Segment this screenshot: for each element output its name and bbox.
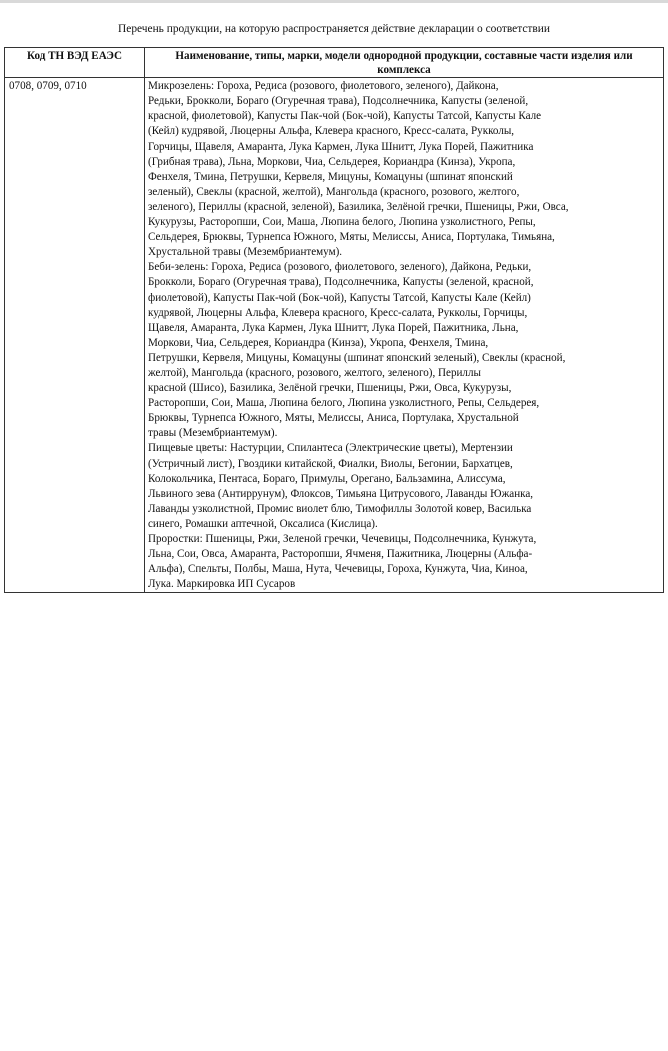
code-cell: 0708, 0709, 0710 [5, 78, 145, 593]
product-line: Кукурузы, Расторопши, Сои, Маша, Люпина белого, Люпина узколистного, Репы, [148, 216, 536, 229]
product-line: Лаванды узколистной, Промис виолет блю, Тимофиллы Золотой ковер, Василька [148, 502, 532, 515]
product-line: Горчицы, Щавеля, Амаранта, Лука Кармен, Лука Шнитт, Лука Порей, Пажитника [148, 140, 534, 153]
product-line: Петрушки, Кервеля, Мицуны, Комацуны (шпинат японский зеленый), Свеклы (красной, [148, 351, 566, 364]
product-table [4, 47, 664, 593]
product-line: Фенхеля, Тмина, Петрушки, Кервеля, Мицуны, Комацуны (шпинат японский [148, 170, 513, 183]
product-line: Сельдерея, Брюквы, Турнепса Южного, Мяты, Мелиссы, Аниса, Портулака, Тимьяна, [148, 231, 555, 244]
product-line: Львиного зева (Антиррунум), Флоксов, Тимьяна Цитрусового, Лаванды Южанка, [148, 487, 534, 500]
product-line: Проростки: Пшеницы, Ржи, Зеленой гречки, Чечевицы, Подсолнечника, Кунжута, [148, 533, 537, 545]
product-line: Моркови, Чиа, Сельдерея, Кориандра (Кинза), Укропа, Фенхеля, Тмина, [148, 336, 489, 349]
table-row [5, 78, 664, 593]
product-line: Хрустальной травы (Мезембриантемум). [148, 246, 343, 259]
product-line: Лука. Маркировка ИП Сусаров [148, 578, 296, 591]
product-line: Микрозелень: Гороха, Редиса (розового, фиолетового, зеленого), Дайкона, [148, 80, 499, 93]
product-line: зеленый), Свеклы (красной, желтой), Мангольда (красного, розового, желтого, [148, 185, 520, 198]
product-names-cell [145, 78, 664, 593]
product-line: красной, фиолетовой), Капусты Пак-чой (Бок-чой), Капусты Татсой, Капусты Кале [148, 110, 542, 123]
top-border-line [0, 0, 668, 3]
product-line: фиолетовой), Капусты Пак-чой (Бок-чой), Капусты Татсой, Капусты Кале (Кейл) [148, 291, 531, 304]
product-line: (Кейл) кудрявой, Люцерны Альфа, Клевера красного, Кресс-салата, Рукколы, [148, 125, 515, 138]
header-code: Код ТН ВЭД ЕАЭС [5, 48, 145, 78]
product-line: Расторопши, Сои, Маша, Люпина белого, Люпина узколистного, Репы, Сельдерея, [148, 397, 540, 410]
product-line: Брюквы, Турнепса Южного, Мяты, Мелиссы, Аниса, Портулака, Хрустальной [148, 412, 519, 425]
document-title: Перечень продукции, на которую распространяется действие декларации о соответствии [118, 23, 550, 35]
product-line: (Устричный лист), Гвоздики китайской, Фиалки, Виолы, Бегонии, Бархатцев, [148, 457, 513, 470]
header-name: Наименование, типы, марки, модели однородной продукции, составные части изделия или комплекса [145, 48, 664, 78]
product-line: Льна, Сои, Овса, Амаранта, Расторопши, Ячменя, Пажитника, Люцерны (Альфа- [148, 548, 533, 561]
product-line: Щавеля, Амаранта, Лука Кармен, Лука Шнитт, Лука Порей, Пажитника, Льна, [148, 321, 519, 334]
product-line: Колокольчика, Пентаса, Бораго, Примулы, Орегано, Бальзамина, Алиссума, [148, 472, 506, 485]
product-line: красной (Шисо), Базилика, Зелёной гречки, Пшеницы, Ржи, Овса, Кукурузы, [148, 382, 512, 395]
product-line: Беби-зелень: Гороха, Редиса (розового, фиолетового, зеленого), Дайкона, Редьки, [148, 261, 532, 274]
product-line: Альфа), Спельты, Полбы, Маша, Нута, Чечевицы, Гороха, Кунжута, Чиа, Киноа, [148, 563, 528, 576]
product-line: травы (Мезембриантемум). [148, 427, 278, 440]
product-line: Редьки, Брокколи, Бораго (Огуречная трава), Подсолнечника, Капусты (зеленой, [148, 95, 529, 108]
product-line: Пищевые цветы: Настурции, Спилантеса (Электрические цветы), Мертензии [148, 442, 513, 455]
product-line: зеленого), Периллы (красной, зеленой), Базилика, Зелёной гречки, Пшеницы, Ржи, Овса, [148, 200, 569, 213]
product-line: кудрявой, Люцерны Альфа, Клевера красного, Кресс-салата, Рукколы, Горчицы, [148, 306, 528, 319]
product-line: (Грибная трава), Льна, Моркови, Чиа, Сельдерея, Кориандра (Кинза), Укропа, [148, 155, 516, 168]
product-line: Брокколи, Бораго (Огуречная трава), Подсолнечника, Капусты (зеленой, красной, [148, 276, 534, 289]
table-header-row [5, 48, 664, 78]
product-line: желтой), Мангольда (красного, розового, желтого, зеленого), Периллы [148, 366, 481, 379]
product-line: синего, Ромашки аптечной, Оксалиса (Кислица). [148, 517, 378, 530]
